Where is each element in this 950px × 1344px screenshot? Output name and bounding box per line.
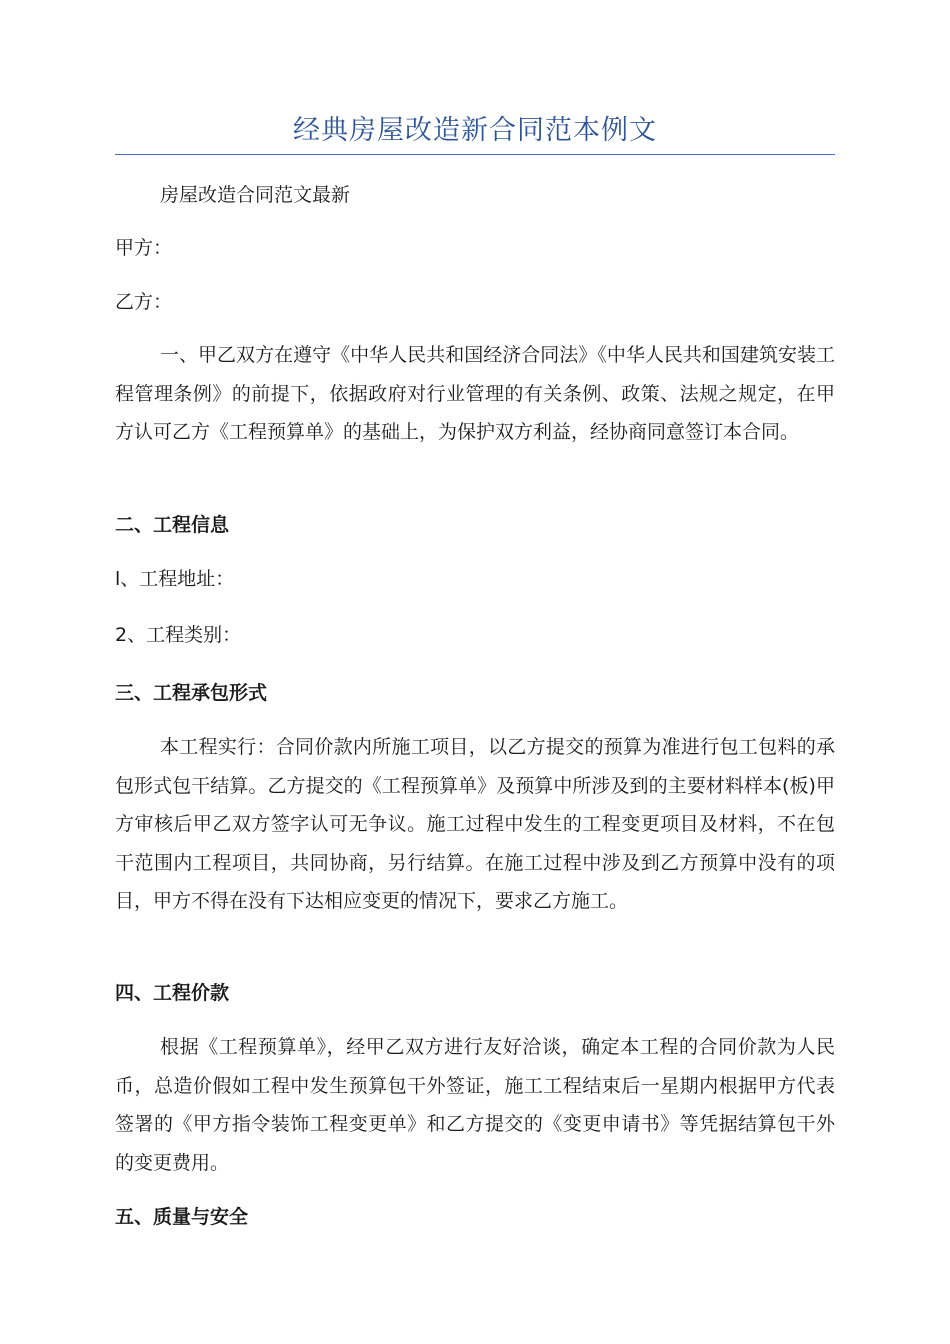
title-underline: [115, 154, 835, 155]
document-title: 经典房屋改造新合同范本例文: [293, 115, 657, 146]
section-heading-project-info: 二、工程信息: [115, 514, 230, 536]
section-heading-quality-safety: 五、质量与安全: [115, 1206, 249, 1228]
party-a-label: 甲方：: [115, 237, 173, 259]
document-subtitle: 房屋改造合同范文最新: [160, 184, 351, 206]
party-b-label: 乙方：: [115, 291, 173, 313]
project-price-paragraph: 根据《工程预算单》，经甲乙双方进行友好洽谈，确定本工程的合同价款为人民币，总造价假如工程中发生预算包干外签证，施工工程结束后一星期内根据甲方代表签署的《甲方指令装饰工程变更单》和乙方提交的《变更申请书》等凭据结算包干外的变更费用。: [115, 1036, 835, 1174]
contract-form-paragraph: 本工程实行：合同价款内所施工项目，以乙方提交的预算为准进行包工包料的承包形式包干结算。乙方提交的《工程预算单》及预算中所涉及到的主要材料样本(板)甲方审核后甲乙双方签字认可无争议。施工过程中发生的工程变更项目及材料，不在包干范围内工程项目，共同协商，另行结算。在施工过程中涉及到乙方预算中没有的项目，甲方不得在没有下达相应变更的情况下，要求乙方施工。: [115, 736, 835, 912]
intro-paragraph: 一、甲乙双方在遵守《中华人民共和国经济合同法》《中华人民共和国建筑安装工程管理条例》的前提下，依据政府对行业管理的有关条例、政策、法规之规定，在甲方认可乙方《工程预算单》的基础上，为保护双方利益，经协商同意签订本合同。: [115, 344, 835, 443]
project-address-item: l、工程地址：: [115, 568, 235, 590]
section-heading-project-price: 四、工程价款: [115, 982, 230, 1004]
section-heading-contract-form: 三、工程承包形式: [115, 682, 268, 704]
project-category-item: 2、工程类别：: [115, 624, 242, 646]
